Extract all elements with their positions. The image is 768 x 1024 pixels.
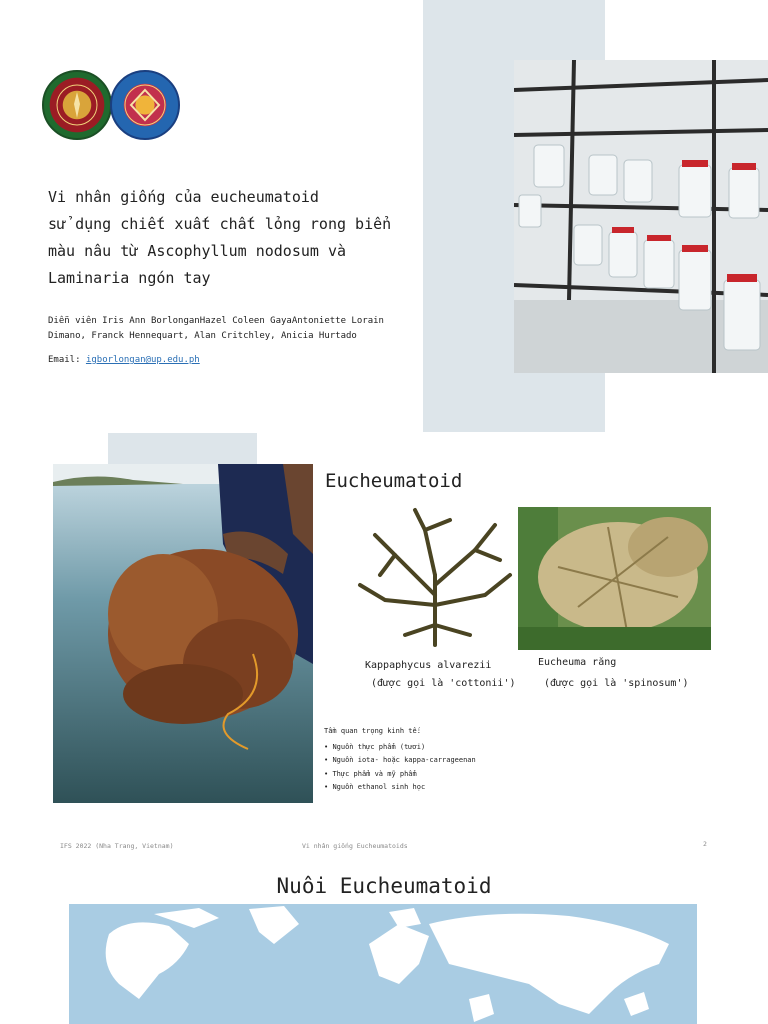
section-heading: Nuôi Eucheumatoid xyxy=(276,874,492,898)
list-item: • Nguồn ethanol sinh học xyxy=(324,781,476,795)
up-seal-icon xyxy=(42,70,112,140)
importance-list xyxy=(324,741,476,795)
list-item: • Nguồn thực phẩm (tươi) xyxy=(324,741,476,755)
species-alias: (được gọi là 'spinosum') xyxy=(544,678,689,689)
species-alias: (được gọi là 'cottonii') xyxy=(371,678,516,689)
email-line xyxy=(48,355,200,365)
section-heading: Eucheumatoid xyxy=(325,470,463,492)
authors-line: Dimano, Franck Hennequart, Alan Critchley, Anicia Hurtado xyxy=(48,331,357,341)
title-line: Laminaria ngón tay xyxy=(48,269,211,287)
presentation-title xyxy=(48,184,408,292)
email-link[interactable]: igborlongan@up.edu.ph xyxy=(85,355,200,365)
title-line: sử dụng chiết xuất chất lỏng rong biển xyxy=(48,215,392,233)
footer-conference: IFS 2022 (Nha Trang, Vietnam) xyxy=(60,842,174,850)
importance-title: Tầm quan trọng kinh tế: xyxy=(324,727,421,735)
page-number: 2 xyxy=(703,840,707,848)
species-name: Kappaphycus alvarezii xyxy=(365,660,492,671)
authors xyxy=(48,314,388,344)
economic-importance xyxy=(324,725,476,795)
decorative-panel xyxy=(108,433,257,464)
cfos-seal-icon xyxy=(110,70,180,140)
seaweed-harvest-photo xyxy=(53,464,313,803)
kappaphycus-photo xyxy=(355,505,515,650)
species-name: Eucheuma răng xyxy=(538,657,617,668)
email-label: Email: xyxy=(48,355,81,365)
eucheuma-photo xyxy=(518,507,711,650)
footer-title: Vi nhân giống Eucheumatoids xyxy=(302,842,408,850)
title-line: Vi nhân giống của eucheumatoid xyxy=(48,188,319,206)
list-item: • Nguồn iota- hoặc kappa-carrageenan xyxy=(324,754,476,768)
world-map xyxy=(69,904,697,1024)
list-item: • Thực phẩm và mỹ phẩm xyxy=(324,768,476,782)
authors-line: Diễn viên Iris Ann BorlonganHazel Coleen GayaAntoniette Lorain xyxy=(48,316,384,326)
lab-culture-photo xyxy=(514,60,768,373)
title-line: màu nâu từ Ascophyllum nodosum và xyxy=(48,242,347,260)
